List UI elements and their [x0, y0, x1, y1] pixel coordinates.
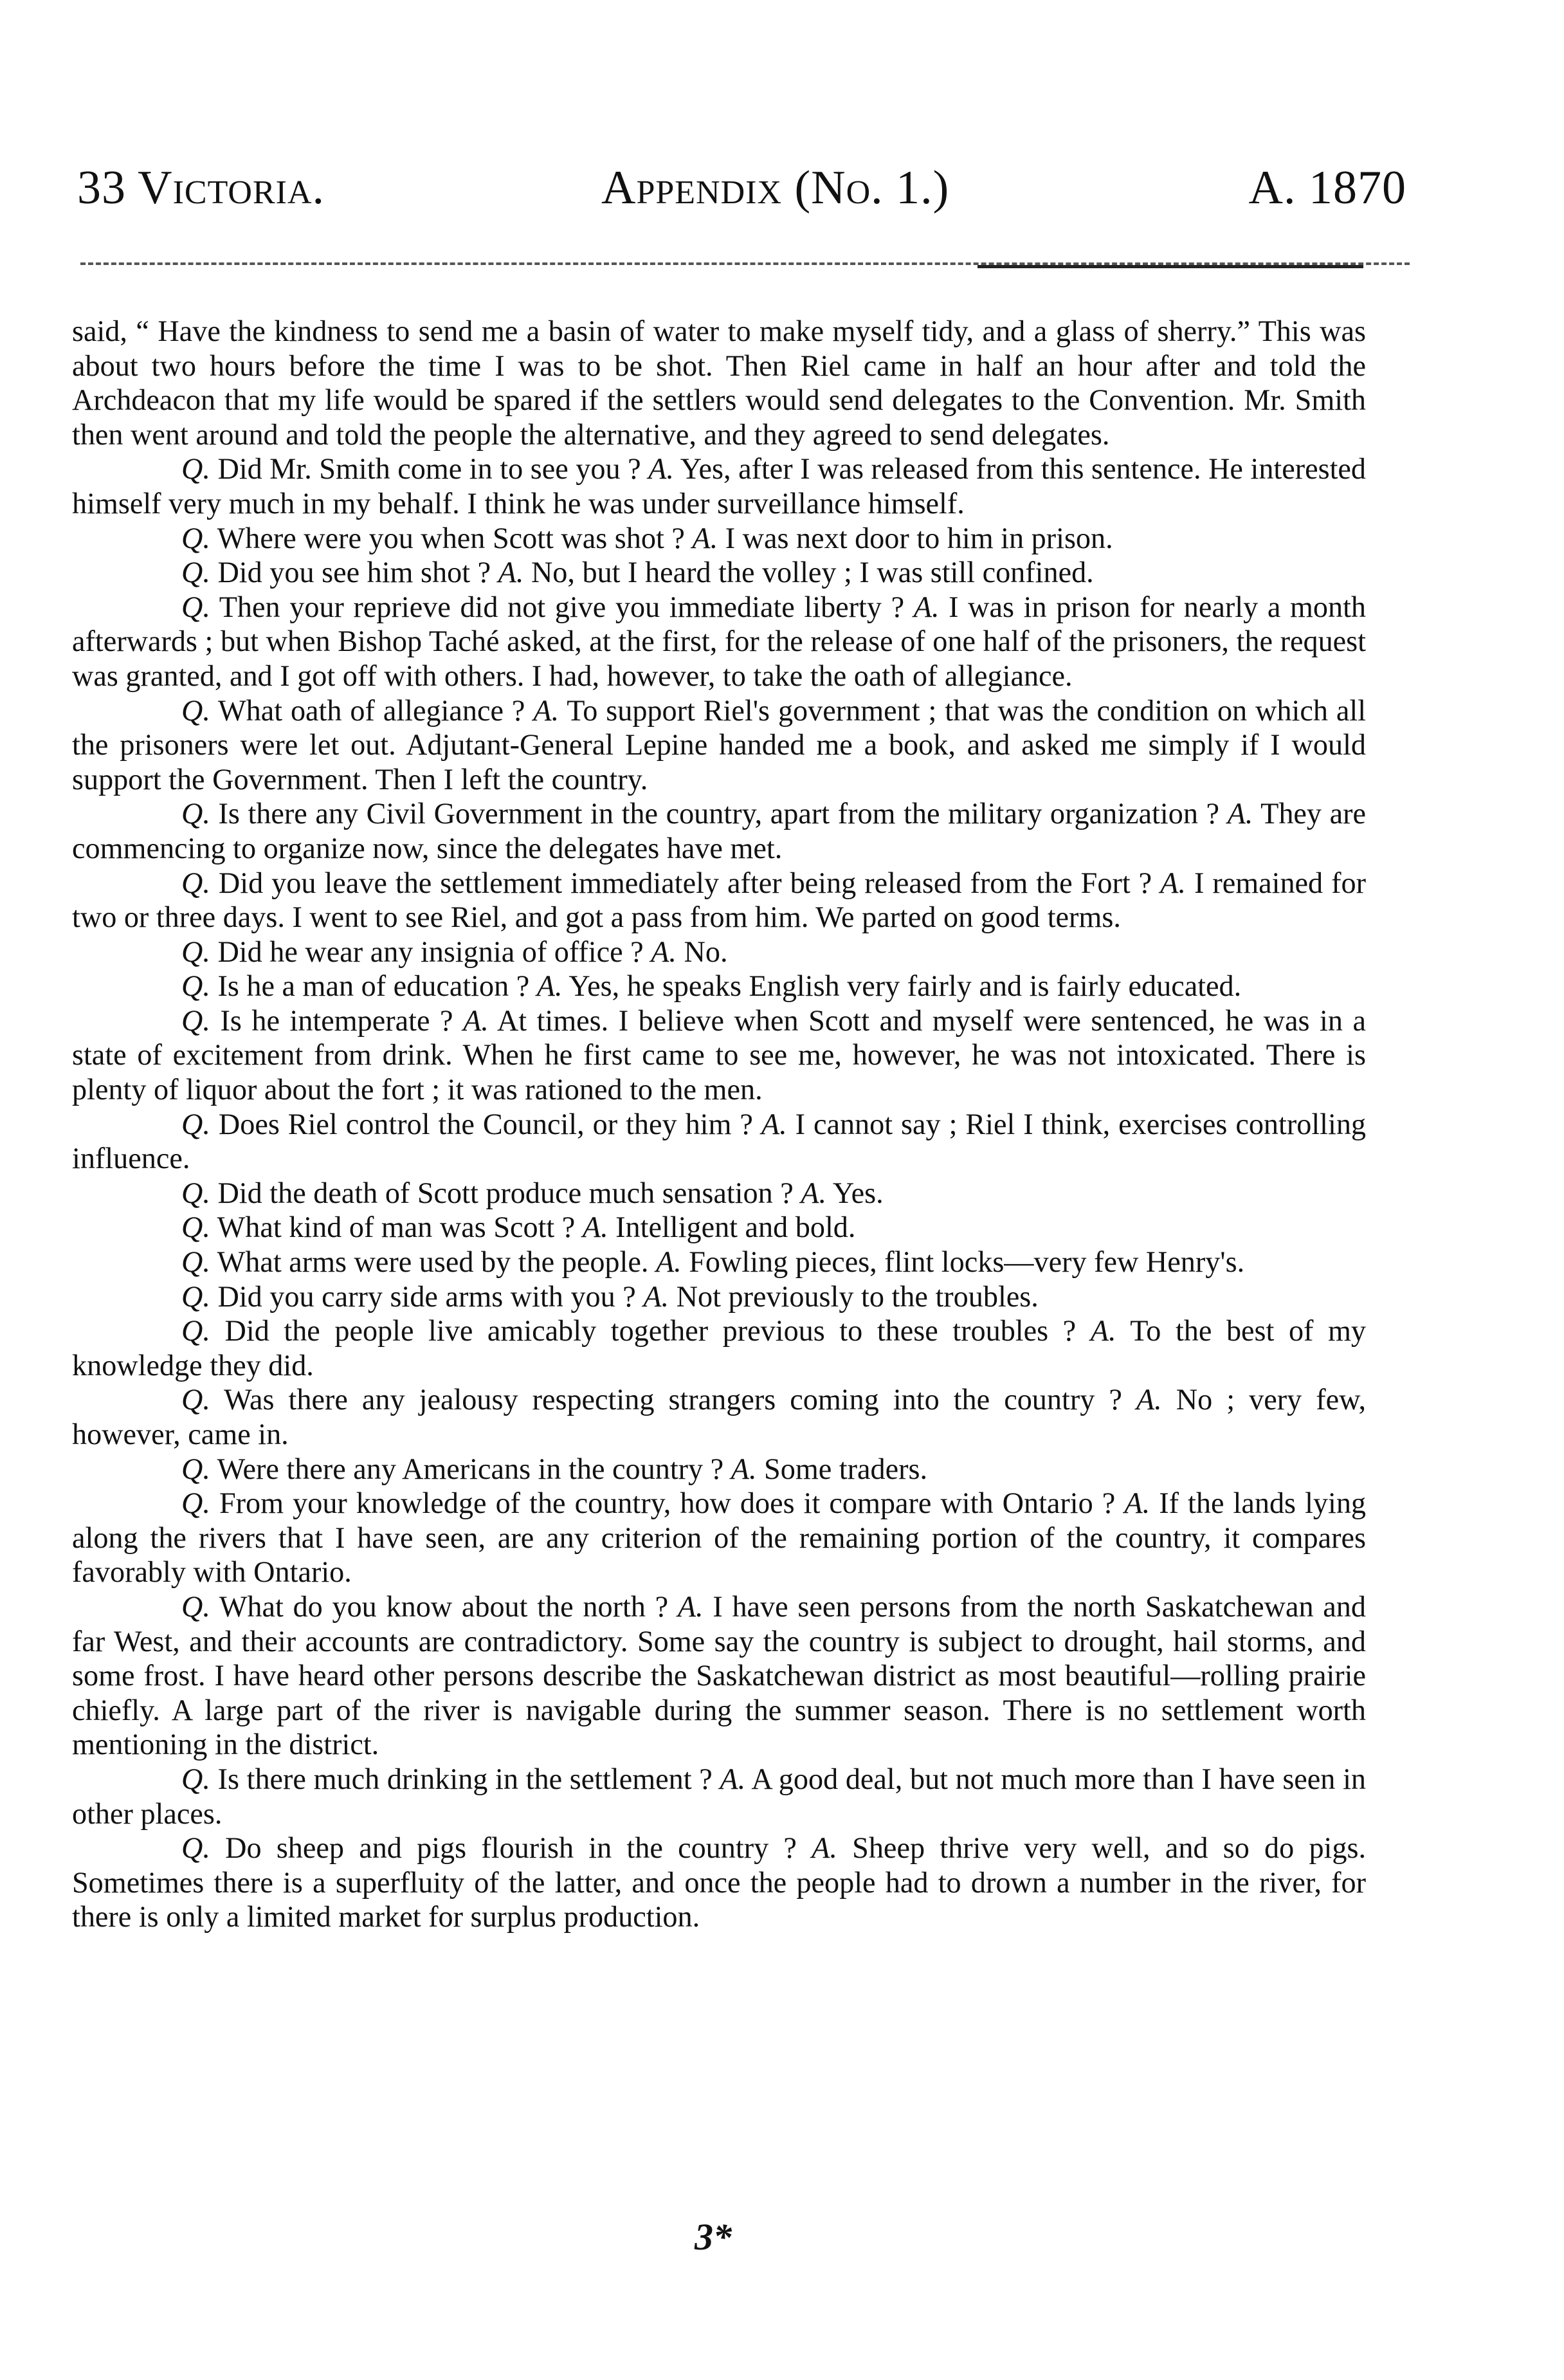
answer-marker: A.	[533, 693, 559, 727]
header-session: 33 Victoria.	[77, 161, 325, 214]
answer-text: A good deal, but not much more than I have seen in other places.	[72, 1762, 1366, 1830]
answer-text: Intelligent and bold.	[615, 1211, 856, 1244]
question-marker: Q.	[181, 1383, 210, 1416]
answer-text: If the lands lying along the rivers that I have seen, are any criterion of the remaining portion of the country, it compares favorably with Ontario.	[72, 1487, 1367, 1589]
qa-paragraph	[72, 1589, 1366, 1762]
answer-text: Not previously to the troubles.	[676, 1279, 1039, 1313]
answer-text: No, but I heard the volley ; I was still confined.	[531, 556, 1094, 589]
question-text: Did you carry side arms with you ?	[217, 1279, 636, 1313]
question-marker: Q.	[181, 693, 210, 727]
answer-text: Yes, he speaks English very fairly and is fairly educated.	[568, 969, 1242, 1003]
answer-marker: A.	[1160, 866, 1186, 899]
question-marker: Q.	[181, 1762, 210, 1795]
answer-text: I cannot say ; Riel I think, exercises controlling influence.	[72, 1107, 1367, 1175]
question-marker: Q.	[181, 1176, 210, 1209]
question-marker: Q.	[181, 590, 210, 623]
question-text: Where were you when Scott was shot ?	[217, 521, 685, 554]
answer-marker: A.	[1227, 797, 1253, 830]
qa-paragraph	[72, 521, 1366, 556]
qa-paragraph	[72, 1176, 1366, 1211]
qa-paragraph	[72, 1314, 1366, 1382]
paragraph-continuation	[72, 314, 1366, 452]
answer-marker: A.	[651, 935, 677, 968]
question-marker: Q.	[181, 1452, 210, 1485]
answer-text: They are commencing to organize now, since the delegates have met.	[72, 797, 1366, 865]
qa-paragraph	[72, 452, 1366, 520]
question-text: Does Riel control the Council, or they him ?	[218, 1107, 753, 1140]
answer-marker: A.	[648, 452, 674, 486]
question-marker: Q.	[181, 1589, 210, 1623]
question-text: Is there any Civil Government in the country, apart from the military organization ?	[218, 797, 1219, 830]
answer-marker: A.	[801, 1176, 827, 1209]
answer-marker: A.	[582, 1211, 608, 1244]
answer-text: To the best of my knowledge they did.	[72, 1314, 1367, 1382]
question-text: Did the people live amicably together previous to these troubles ?	[224, 1314, 1077, 1348]
header-rule-solid	[977, 265, 1363, 268]
qa-paragraph	[72, 693, 1366, 797]
answer-text: Some traders.	[764, 1452, 928, 1485]
question-text: Then your reprieve did not give you immediate liberty ?	[219, 590, 905, 623]
question-text: What oath of allegiance ?	[218, 693, 525, 727]
question-marker: Q.	[181, 556, 210, 589]
answer-text: Yes, after I was released from this sentence. He interested himself very much in my behalf. I think he was under surveillance himself.	[72, 452, 1367, 520]
question-text: Did Mr. Smith come in to see you ?	[217, 452, 641, 486]
question-marker: Q.	[181, 935, 210, 968]
question-marker: Q.	[181, 452, 210, 486]
question-marker: Q.	[181, 1003, 210, 1037]
question-text: Did he wear any insignia of office ?	[217, 935, 644, 968]
running-header	[77, 161, 1406, 232]
answer-text: Yes.	[832, 1176, 884, 1209]
answer-text: At times. I believe when Scott and myself were sentenced, he was in a state of excitement from drink. When he first came to see me, however, he was not intoxicated. There is plenty of liquor about the fort ; it was rationed to the men.	[72, 1003, 1367, 1106]
question-marker: Q.	[181, 1314, 210, 1348]
question-text: Is there much drinking in the settlement ?	[217, 1762, 713, 1795]
qa-paragraph	[72, 590, 1366, 693]
qa-paragraph	[72, 935, 1366, 969]
answer-marker: A.	[731, 1452, 757, 1485]
qa-paragraph	[72, 1452, 1366, 1487]
qa-paragraph	[72, 969, 1366, 1003]
answer-marker: A.	[655, 1245, 682, 1279]
answer-text: I have seen persons from the north Saskatchewan and far West, and their accounts are contradictory. Some say the country is subject to drought, hail storms, and some frost. I have heard other persons describe the Saskatchewan district as most beautiful—rolling prairie chiefly. A large part of the river is navigable during the summer season. There is no settlement worth mentioning in the district.	[72, 1589, 1366, 1761]
answer-text: I remained for two or three days. I went to see Riel, and got a pass from him. We parted on good terms.	[72, 866, 1366, 934]
qa-paragraph	[72, 1762, 1366, 1831]
answer-marker: A.	[463, 1003, 489, 1037]
qa-paragraph	[72, 1210, 1366, 1245]
answer-marker: A.	[1136, 1383, 1162, 1416]
answer-marker: A.	[761, 1107, 787, 1140]
answer-marker: A.	[720, 1762, 746, 1795]
answer-marker: A.	[498, 556, 524, 589]
qa-paragraph	[72, 1382, 1366, 1451]
question-text: Is he intemperate ?	[220, 1003, 453, 1037]
question-text: What kind of man was Scott ?	[217, 1211, 576, 1244]
question-text: Did you leave the settlement immediately after being released from the Fort ?	[218, 866, 1152, 899]
answer-text: I was in prison for nearly a month afterwards ; but when Bishop Taché asked, at the first, for the release of one half of the prisoners, the request was granted, and I got off with others. I had, however, to take the oath of allegiance.	[72, 590, 1367, 692]
qa-paragraph	[72, 1245, 1366, 1279]
qa-paragraph	[72, 555, 1366, 590]
answer-marker: A.	[677, 1589, 704, 1623]
question-text: Do sheep and pigs flourish in the country ?	[225, 1831, 797, 1865]
answer-marker: A.	[1090, 1314, 1116, 1348]
qa-paragraph	[72, 1486, 1366, 1589]
question-marker: Q.	[181, 797, 210, 830]
question-text: What arms were used by the people.	[217, 1245, 649, 1279]
answer-text: No ; very few, however, came in.	[72, 1383, 1367, 1451]
qa-paragraph	[72, 796, 1366, 865]
document-body	[72, 314, 1366, 1934]
answer-text: I was next door to him in prison.	[725, 521, 1113, 554]
question-text: Did you see him shot ?	[217, 556, 491, 589]
header-year: A. 1870	[1248, 161, 1406, 214]
answer-text: To support Riel's government ; that was the condition on which all the prisoners were let out. Adjutant-General Lepine handed me a book, and asked me simply if I would support the Government. Then I left the country.	[72, 693, 1367, 796]
question-text: Did the death of Scott produce much sensation ?	[217, 1176, 794, 1209]
question-text: Was there any jealousy respecting strangers coming into the country ?	[224, 1383, 1122, 1416]
answer-text: Sheep thrive very well, and so do pigs. Sometimes there is a superfluity of the latter, and once the people had to drown a number in the river, for there is only a limited market for surplus production.	[72, 1831, 1367, 1934]
qa-paragraph	[72, 866, 1366, 935]
question-marker: Q.	[181, 1245, 210, 1279]
question-marker: Q.	[181, 969, 210, 1003]
paragraph-text: said, “ Have the kindness to send me a basin of water to make myself tidy, and a glass of sherry.” This was about two hours before the time I was to be shot. Then Riel came in half an hour after and told the Archdeacon that my life would be spared if the settlers would send delegates to the Convention. Mr. Smith then went around and told the people the alternative, and they agreed to send delegates.	[72, 315, 1366, 451]
answer-text: Fowling pieces, flint locks—very few Henry's.	[689, 1245, 1245, 1279]
question-text: Were there any Americans in the country ?	[217, 1452, 724, 1485]
signature-mark: 3*	[695, 2216, 732, 2258]
header-appendix: Appendix (No. 1.)	[601, 161, 950, 214]
question-marker: Q.	[181, 1107, 210, 1140]
question-marker: Q.	[181, 1211, 210, 1244]
question-marker: Q.	[181, 521, 210, 554]
answer-marker: A.	[643, 1279, 669, 1313]
qa-paragraph	[72, 1279, 1366, 1314]
question-marker: Q.	[181, 1279, 210, 1313]
qa-paragraph	[72, 1107, 1366, 1176]
answer-marker: A.	[913, 590, 940, 623]
question-text: What do you know about the north ?	[219, 1589, 669, 1623]
question-marker: Q.	[181, 1487, 210, 1520]
question-marker: Q.	[181, 866, 210, 899]
qa-paragraph	[72, 1003, 1366, 1107]
question-marker: Q.	[181, 1831, 210, 1865]
answer-marker: A.	[1124, 1487, 1150, 1520]
answer-marker: A.	[812, 1831, 837, 1865]
answer-marker: A.	[536, 969, 563, 1003]
qa-paragraph	[72, 1831, 1366, 1934]
question-text: Is he a man of education ?	[217, 969, 530, 1003]
question-text: From your knowledge of the country, how does it compare with Ontario ?	[219, 1487, 1116, 1520]
answer-text: No.	[684, 935, 728, 968]
answer-marker: A.	[692, 521, 718, 554]
